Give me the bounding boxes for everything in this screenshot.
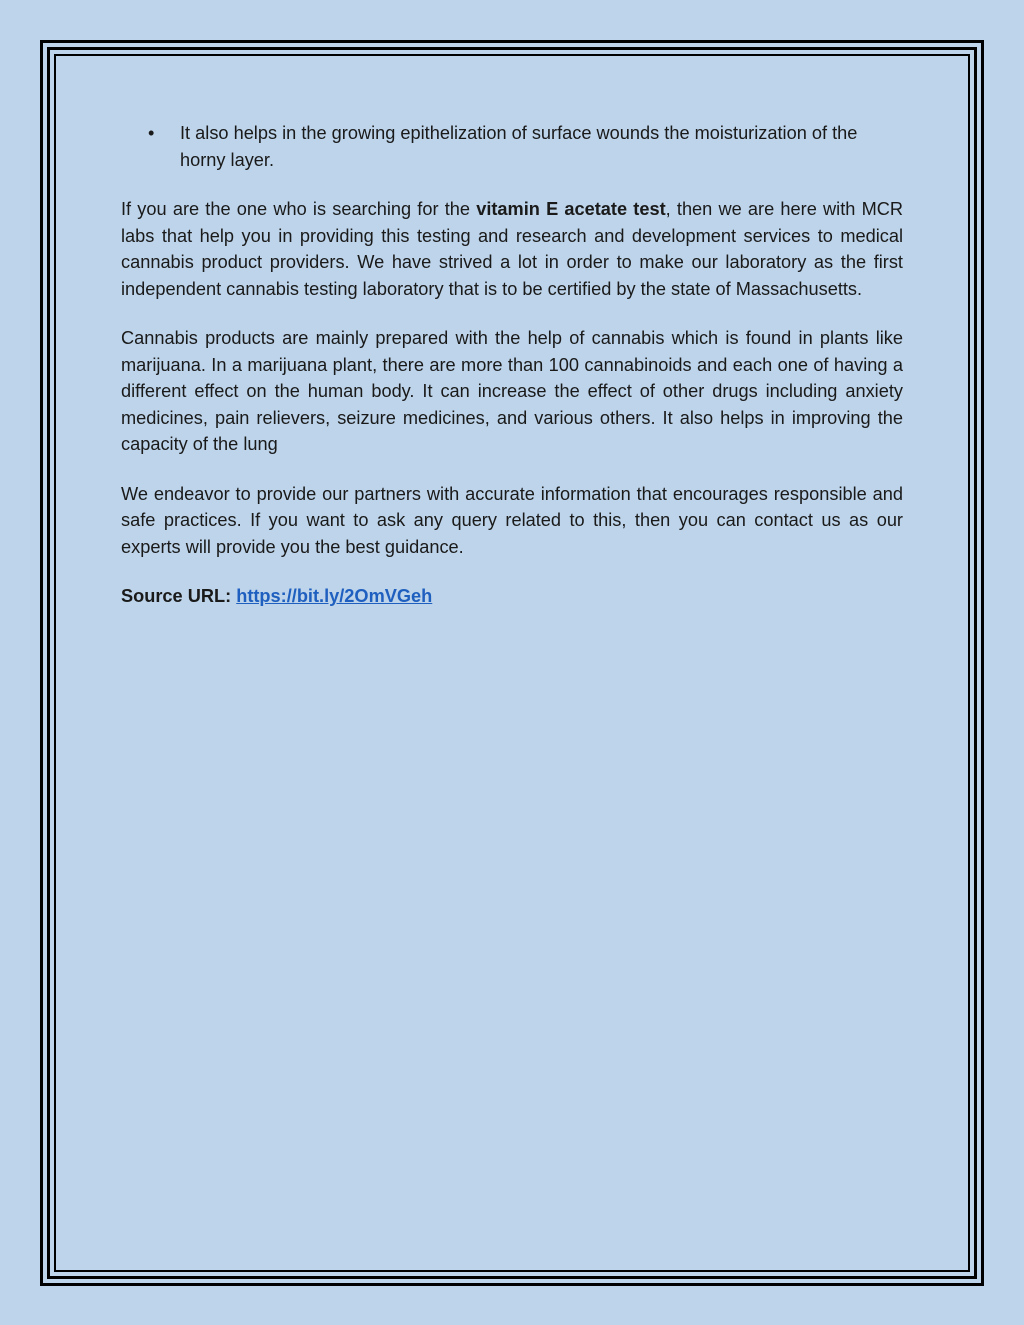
source-link[interactable]: https://bit.ly/2OmVGeh [236,586,433,606]
bullet-icon: • [148,123,155,143]
bullet-list-item [121,120,903,173]
source-label: Source URL: [121,586,237,606]
paragraph-text: , then we are here with MCR labs that help you in providing this testing and research and development services to medical cannabis product providers. We have strived a lot in order to make our laboratory as the first independent cannabis testing laboratory that is to be certified by the state of Massachusetts. [121,199,903,299]
source-line [121,583,903,610]
paragraph-cannabis-products: Cannabis products are mainly prepared with the help of cannabis which is found in plants like marijuana. In a marijuana plant, there are more than 100 cannabinoids and each one of having a different effect on the human body. It can increase the effect of other drugs including anxiety medicines, pain relievers, seizure medicines, and various others. It also helps in improving the capacity of the lung [121,328,903,454]
paragraph-partners: We endeavor to provide our partners with accurate information that encourages responsible and safe practices. If you want to ask any query related to this, then you can contact us as our experts will provide you the best guidance. [121,483,903,557]
paragraph-text: If you are the one who is searching for the [121,199,477,219]
paragraph-vitamin-e-test [121,196,903,302]
document-body [121,120,903,633]
bullet-text: It also helps in the growing epithelization of surface wounds the moisturization of the horny layer. [180,123,858,170]
keyword-bold: vitamin E acetate test [476,199,666,219]
